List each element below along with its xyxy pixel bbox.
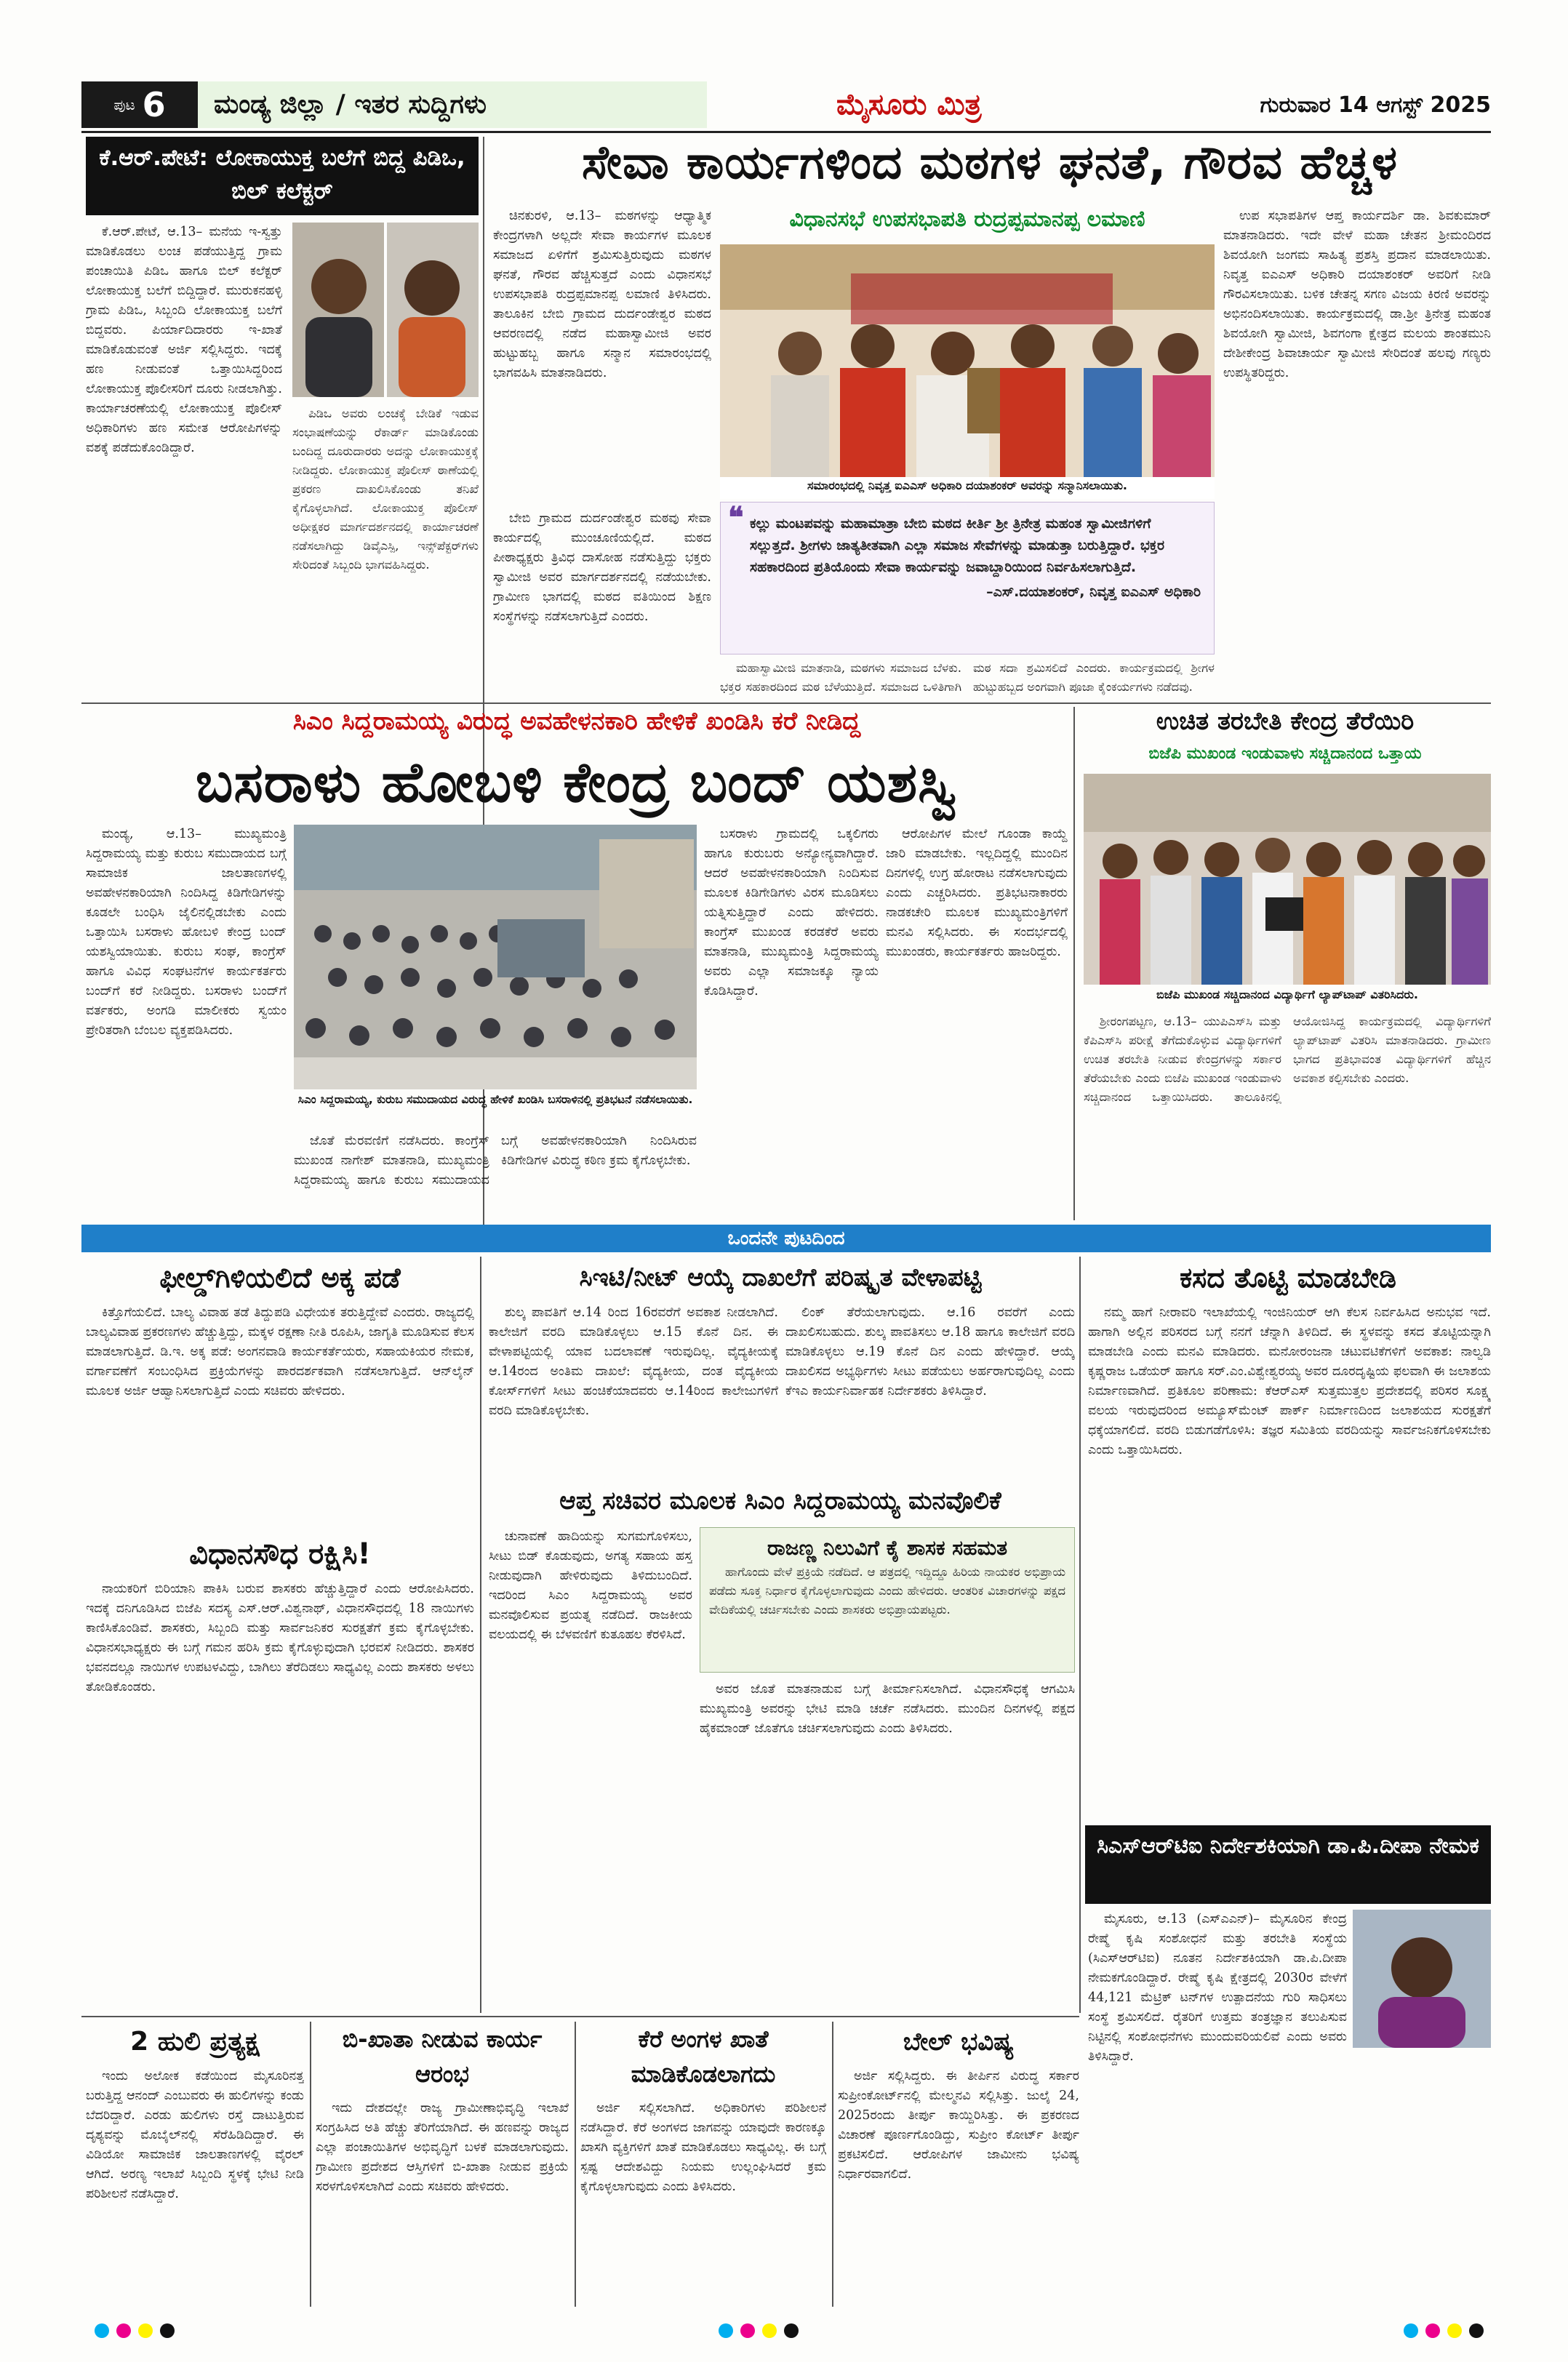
neet-col-1: ಶುಲ್ಕ ಪಾವತಿಗೆ ಆ.14 ರಿಂದ 16ರವರೆಗೆ ಅವಕಾಶ ನೀಡಲಾಗಿದೆ. ಕಾಲೇಜಿಗೆ ವರದಿ ಮಾಡಿಕೊಳ್ಳಲು ಆ.15 ಕೊನೆ ದಿನ. ಈ ವೇಳಾಪಟ್ಟಿಯಲ್ಲಿ ಯಾವ ಬದಲಾವಣೆ ಇರುವುದಿಲ್ಲ. ವೈದ್ಯಕೀಯಕ್ಕೆ ಆ.14ರಂದ ಅಂತಿಮ ದಾಖಲೆ: ವೈದ್ಯಕೀಯ, ದಂತ ವೈದ್ಯಕೀಯ ಕೋರ್ಸ್‌ಗಳಿಗೆ ಸೀಟು ಹಂಚಿಕೆಯಾದವರು ಆ.14ರಿಂದ ಕಾಲೇಜುಗಳಿಗೆ ವರದಿ ಮಾಡಿಕೊಳ್ಳಬೇಕು. [489, 1305, 778, 1418]
fieldgiri-headline: ಫೀಲ್ಡ್‌ಗಿಳಿಯಲಿದೆ ಅಕ್ಕ ಪಡೆ [159, 1262, 401, 1294]
bandh-photo-caption: ಸಿಎಂ ಸಿದ್ದರಾಮಯ್ಯ, ಕುರುಬ ಸಮುದಾಯದ ವಿರುದ್ಧ ಹೇಳಿಕೆ ಖಂಡಿಸಿ ಬಸರಾಳಿನಲ್ಲಿ ಪ್ರತಿಭಟನೆ ನಡೆಸಲಾಯಿತು. [297, 1093, 693, 1106]
bandh-red-headline: ಸಿಎಂ ಸಿದ್ದರಾಮಯ್ಯ ವಿರುದ್ಧ ಅವಹೇಳನಕಾರಿ ಹೇಳಿಕೆ ಖಂಡಿಸಿ ಕರೆ ನೀಡಿದ್ದ [292, 707, 861, 736]
csrti-headline: ಸಿಎಸ್‌ಆರ್‌ಟಿಐ ನಿರ್ದೇಶಕಿಯಾಗಿ ಡಾ.ಪಿ.ದೀಪಾ ನೇಮಕ [1085, 1825, 1491, 1904]
page-number: 6 [142, 85, 166, 124]
bail-body: ಅರ್ಜಿ ಸಲ್ಲಿಸಿದ್ದರು. ಈ ತೀರ್ಪಿನ ವಿರುದ್ಧ ಸರ್ಕಾರ ಸುಪ್ರೀಂಕೋರ್ಟ್‌ನಲ್ಲಿ ಮೇಲ್ಮನವಿ ಸಲ್ಲಿಸಿತ್ತು. ಜುಲೈ 24, 2025ರಂದು ತೀರ್ಪು ಕಾಯ್ದಿರಿಸಿತ್ತು. ಈ ಪ್ರಕರಣದ ವಿಚಾರಣೆ ಪೂರ್ಣಗೊಂಡಿದ್ದು, ಸುಪ್ರೀಂ ಕೋರ್ಟ್ ತೀರ್ಪು ಪ್ರಕಟಿಸಲಿದೆ. ಆರೋಪಿಗಳ ಜಾಮೀನು ಭವಿಷ್ಯ ನಿರ್ಧಾರವಾಗಲಿದೆ. [838, 2069, 1079, 2182]
seva-photo-caption: ಸಮಾರಂಭದಲ್ಲಿ ನಿವೃತ್ತ ಐಎಎಸ್ ಅಧಿಕಾರಿ ದಯಾಶಂಕರ್ ಅವರನ್ನು ಸನ್ಮಾನಿಸಲಾಯಿತು. [720, 477, 1215, 499]
column-divider [310, 2022, 311, 2307]
vidhanasoudha-body: ನಾಯಕರಿಗೆ ಬಿರಿಯಾನಿ ಪಾಕಿಸಿ ಬರುವ ಶಾಸಕರು ಹೆಚ್ಚುತ್ತಿದ್ದಾರೆ ಎಂದು ಆರೋಪಿಸಿದರು. ಇದಕ್ಕೆ ದನಿಗೂಡಿಸಿದ ಬಿಜೆಪಿ ಸದಸ್ಯ ಎಸ್.ಆರ್.ವಿಶ್ವನಾಥ್, ವಿಧಾನಸೌಧದಲ್ಲಿ 18 ನಾಯಿಗಳು ಕಾಣಿಸಿಕೊಂಡಿವೆ. ಶಾಸಕರು, ಸಿಬ್ಬಂದಿ ಮತ್ತು ಸಾರ್ವಜನಿಕರ ಸುರಕ್ಷತೆಗೆ ಕ್ರಮ ಕೈಗೊಳ್ಳಬೇಕು. ವಿಧಾನಸಭಾಧ್ಯಕ್ಷರು ಈ ಬಗ್ಗೆ ಗಮನ ಹರಿಸಿ ಕ್ರಮ ಕೈಗೊಳ್ಳುವುದಾಗಿ ಭರವಸೆ ನೀಡಿದರು. ಶಾಸಕರ ಭವನದಲ್ಲೂ ನಾಯಿಗಳ ಉಪಟಳವಿದ್ದು, ಬಾಗಿಲು ತೆರೆದಿಡಲು ಸಾಧ್ಯವಿಲ್ಲ ಎಂದು ಶಾಸಕರು ಅಳಲು ತೋಡಿಕೊಂಡರು. [86, 1582, 474, 1694]
tiger-body: ಇಂದು ಅಲೋಕ ಕಡೆಯಿಂದ ಮೈಸೂರಿನತ್ತ ಬರುತ್ತಿದ್ದ ಆನಂದ್ ಎಂಬುವರು ಈ ಹುಲಿಗಳನ್ನು ಕಂಡು ಬೆದರಿದ್ದಾರೆ. ಎರಡು ಹುಲಿಗಳು ರಸ್ತೆ ದಾಟುತ್ತಿರುವ ದೃಶ್ಯವನ್ನು ಮೊಬೈಲ್‌ನಲ್ಲಿ ಸೆರೆಹಿಡಿದಿದ್ದಾರೆ. ಈ ವಿಡಿಯೋ ಸಾಮಾಜಿಕ ಜಾಲತಾಣಗಳಲ್ಲಿ ವೈರಲ್ ಆಗಿದೆ. ಅರಣ್ಯ ಇಲಾಖೆ ಸಿಬ್ಬಂದಿ ಸ್ಥಳಕ್ಕೆ ಭೇಟಿ ನೀಡಿ ಪರಿಶೀಲನೆ ನಡೆಸಿದ್ದಾರೆ. [86, 2069, 304, 2201]
lokayukta-body-2: ಪಿಡಿಒ ಅವರು ಲಂಚಕ್ಕೆ ಬೇಡಿಕೆ ಇಡುವ ಸಂಭಾಷಣೆಯನ್ನು ರೆಕಾರ್ಡ್ ಮಾಡಿಕೊಂಡು ಬಂದಿದ್ದ ದೂರುದಾರರು ಅದನ್ನು ಲೋಕಾಯುಕ್ತಕ್ಕೆ ನೀಡಿದ್ದರು. ಲೋಕಾಯುಕ್ತ ಪೊಲೀಸ್ ಠಾಣೆಯಲ್ಲಿ ಪ್ರಕರಣ ದಾಖಲಿಸಿಕೊಂಡು ತನಿಖೆ ಕೈಗೊಳ್ಳಲಾಗಿದೆ. ಲೋಕಾಯುಕ್ತ ಪೊಲೀಸ್ ಅಧೀಕ್ಷಕರ ಮಾರ್ಗದರ್ಶನದಲ್ಲಿ ಕಾರ್ಯಾಚರಣೆ ನಡೆಸಲಾಗಿದ್ದು ಡಿವೈಎಸ್ಪಿ, ಇನ್ಸ್‌ಪೆಕ್ಟರ್‌ಗಳು ಸೇರಿದಂತೆ ಸಿಬ್ಬಂದಿ ಭಾಗವಹಿಸಿದ್ದರು. [292, 407, 479, 572]
lokayukta-photo [292, 223, 479, 397]
training-headline: ಉಚಿತ ತರಬೇತಿ ಕೇಂದ್ರ ತೆರೆಯಿರಿ [1156, 707, 1415, 736]
aaptha-col-1: ಚುನಾವಣೆ ಹಾದಿಯನ್ನು ಸುಗಮಗೊಳಿಸಲು, ಸೀಟು ಬಿಡ್ ಕೊಡುವುದು, ಅಗತ್ಯ ಸಹಾಯ ಹಸ್ತ ನೀಡುವುದಾಗಿ ಹೇಳಿರುವುದು ತಿಳಿದುಬಂದಿದೆ. ಇದರಿಂದ ಸಿಎಂ ಸಿದ್ದರಾಮಯ್ಯ ಅವರ ಮನವೊಲಿಸುವ ಪ್ರಯತ್ನ ನಡೆದಿದೆ. ರಾಜಕೀಯ ವಲಯದಲ್ಲಿ ಈ ಬೆಳವಣಿಗೆ ಕುತೂಹಲ ಕೆರಳಿಸಿದೆ. [489, 1529, 692, 1642]
training-body: ಶ್ರೀರಂಗಪಟ್ಟಣ, ಆ.13– ಯುಪಿಎಸ್‌ಸಿ ಮತ್ತು ಕೆಪಿಎಸ್‌ಸಿ ಪರೀಕ್ಷೆ ತೆಗೆದುಕೊಳ್ಳುವ ವಿದ್ಯಾರ್ಥಿಗಳಿಗೆ ಉಚಿತ ತರಬೇತಿ ನೀಡುವ ಕೇಂದ್ರಗಳನ್ನು ಸರ್ಕಾರ ತೆರೆಯಬೇಕು ಎಂದು ಬಿಜೆಪಿ ಮುಖಂಡ ಇಂಡುವಾಳು ಸಚ್ಚಿದಾನಂದ ಒತ್ತಾಯಿಸಿದರು. ತಾಲೂಕಿನಲ್ಲಿ ಆಯೋಜಿಸಿದ್ದ ಕಾರ್ಯಕ್ರಮದಲ್ಲಿ ವಿದ್ಯಾರ್ಥಿಗಳಿಗೆ ಲ್ಯಾಪ್‌ಟಾಪ್ ವಿತರಿಸಿ ಮಾತನಾಡಿದರು. ಗ್ರಾಮೀಣ ಭಾಗದ ಪ್ರತಿಭಾವಂತ ವಿದ್ಯಾರ್ಥಿಗಳಿಗೆ ಹೆಚ್ಚಿನ ಅವಕಾಶ ಕಲ್ಪಿಸಬೇಕು ಎಂದರು. [1084, 1014, 1491, 1104]
kasada-headline: ಕಸದ ತೊಟ್ಟಿ ಮಾಡಬೇಡಿ [1180, 1262, 1396, 1294]
seva-quote-box [720, 502, 1215, 654]
bandh-col-4: ಆರೋಪಿಗಳ ಮೇಲೆ ಗೂಂಡಾ ಕಾಯ್ದೆ ಜಾರಿ ಮಾಡಬೇಕು. ಇಲ್ಲದಿದ್ದಲ್ಲಿ ಮುಂದಿನ ದಿನಗಳಲ್ಲಿ ಉಗ್ರ ಹೋರಾಟ ನಡೆಸಲಾಗುವುದು ಎಂದು ಎಚ್ಚರಿಸಿದರು. ಪ್ರತಿಭಟನಾಕಾರರು ನಾಡಕಚೇರಿ ಮೂಲಕ ಮುಖ್ಯಮಂತ್ರಿಗಳಿಗೆ ಮನವಿ ಸಲ್ಲಿಸಿದರು. ಈ ಸಂದರ್ಭದಲ್ಲಿ ಮುಖಂಡರು, ಕಾರ್ಯಕರ್ತರು ಹಾಜರಿದ್ದರು. [886, 827, 1068, 959]
neet-headline: ಸಿಇಟಿ/ನೀಟ್ ಆಯ್ಕೆ ದಾಖಲೆಗೆ ಪರಿಷ್ಕೃತ ವೇಳಾಪಟ್ಟಿ [579, 1263, 982, 1292]
header-rule [81, 131, 1491, 133]
masthead: ಮೈಸೂರು ಮಿತ್ರ [836, 88, 982, 121]
registration-marks-left [95, 2323, 175, 2338]
section-divider [81, 2016, 1079, 2017]
lake-headline: ಕೆರೆ ಅಂಗಳ ಖಾತೆ ಮಾಡಿಕೊಡಲಾಗದು [631, 2025, 776, 2088]
aaptha-box [700, 1527, 1075, 1673]
seva-col-2: ಬೇಬಿ ಗ್ರಾಮದ ದುರ್ದಂಡೇಶ್ವರ ಮಠವು ಸೇವಾ ಕಾರ್ಯದಲ್ಲಿ ಮುಂಚೂಣಿಯಲ್ಲಿದೆ. ಮಠದ ಪೀಠಾಧ್ಯಕ್ಷರು ತ್ರಿವಿಧ ದಾಸೋಹ ನಡೆಸುತ್ತಿದ್ದು ಭಕ್ತರು ಸ್ವಾಮೀಜಿ ಅವರ ಮಾರ್ಗದರ್ಶನದಲ್ಲಿ ನಡೆಯಬೇಕು. ಗ್ರಾಮೀಣ ಭಾಗದಲ್ಲಿ ಮಠದ ವತಿಯಿಂದ ಶಿಕ್ಷಣ ಸಂಸ್ಥೆಗಳನ್ನು ನಡೆಸಲಾಗುತ್ತಿದೆ ಎಂದರು. [493, 511, 711, 624]
seva-quote-attribution: –ಎಸ್.ದಯಾಶಂಕರ್, ನಿವೃತ್ತ ಐಎಎಸ್ ಅಧಿಕಾರಿ [986, 584, 1201, 600]
bkhata-headline: ಬಿ-ಖಾತಾ ನೀಡುವ ಕಾರ್ಯ ಆರಂಭ [342, 2025, 543, 2088]
seva-quote: ಕಲ್ಲು ಮಂಟಪವನ್ನು ಮಹಾಮಾತ್ರಾ ಬೇಬಿ ಮಠದ ಕೀರ್ತಿ ಶ್ರೀ ತ್ರಿನೇತ್ರ ಮಹಂತ ಸ್ವಾಮೀಜಿಗಳಿಗೆ ಸಲ್ಲುತ್ತದೆ. ಶ್ರೀಗಳು ಜಾತ್ಯತೀತವಾಗಿ ಎಲ್ಲಾ ಸಮಾಜ ಸೇವೆಗಳನ್ನು ಮಾಡುತ್ತಾ ಬರುತ್ತಿದ್ದಾರೆ. ಭಕ್ತರ ಸಹಕಾರದಿಂದ ಪ್ರತಿಯೊಂದು ಸೇವಾ ಕಾರ್ಯವನ್ನು ಜವಾಬ್ದಾರಿಯಿಂದ ನಿರ್ವಹಿಸಲಾಗುತ್ತಿದೆ. [750, 516, 1165, 575]
csrti-body: ಮೈಸೂರು, ಆ.13 (ಎಸ್‌ಎಎನ್)– ಮೈಸೂರಿನ ಕೇಂದ್ರ ರೇಷ್ಮೆ ಕೃಷಿ ಸಂಶೋಧನೆ ಮತ್ತು ತರಬೇತಿ ಸಂಸ್ಥೆಯ (ಸಿಎಸ್‌ಆರ್‌ಟಿಐ) ನೂತನ ನಿರ್ದೇಶಕಿಯಾಗಿ ಡಾ.ಪಿ.ದೀಪಾ ನೇಮಕಗೊಂಡಿದ್ದಾರೆ. ರೇಷ್ಮೆ ಕೃಷಿ ಕ್ಷೇತ್ರದಲ್ಲಿ 2030ರ ವೇಳೆಗೆ 44,121 ಮೆಟ್ರಿಕ್ ಟನ್‌ಗಳ ಉತ್ಪಾದನೆಯ ಗುರಿ ಸಾಧಿಸಲು ಸಂಸ್ಥೆ ಶ್ರಮಿಸಲಿದೆ. ರೈತರಿಗೆ ಉತ್ತಮ ತಂತ್ರಜ್ಞಾನ ತಲುಪಿಸುವ ನಿಟ್ಟಿನಲ್ಲಿ ಸಂಶೋಧನೆಗಳು ಮುಂದುವರಿಯಲಿವೆ ಎಂದು ಅವರು ತಿಳಿಸಿದ್ದಾರೆ. [1088, 1912, 1347, 2064]
seva-headline: ಸೇವಾ ಕಾರ್ಯಗಳಿಂದ ಮಠಗಳ ಘನತೆ, ಗೌರವ ಹೆಚ್ಚಳ [582, 136, 1398, 190]
training-photo [1084, 774, 1491, 985]
bail-headline: ಬೇಲ್ ಭವಿಷ್ಯ [903, 2027, 1015, 2057]
vidhanasoudha-headline: ವಿಧಾನಸೌಧ ರಕ್ಷಿಸಿ! [189, 1537, 371, 1571]
section-title: ಮಂಡ್ಯ ಜಿಲ್ಲಾ / ಇತರ ಸುದ್ದಿಗಳು [198, 81, 707, 128]
lokayukta-headline: ಕೆ.ಆರ್.ಪೇಟೆ: ಲೋಕಾಯುಕ್ತ ಬಲೆಗೆ ಬಿದ್ದ ಪಿಡಿಒ, ಬಿಲ್ ಕಲೆಕ್ಟರ್ [86, 137, 479, 215]
seva-subhead: ವಿಧಾನಸಭೆ ಉಪಸಭಾಪತಿ ರುದ್ರಪ್ಪಮಾನಪ್ಪ ಲಮಾಣಿ [789, 207, 1145, 232]
seva-col-3: ಮಹಾಸ್ವಾಮೀಜಿ ಮಾತನಾಡಿ, ಮಠಗಳು ಸಮಾಜದ ಬೆಳಕು. ಭಕ್ತರ ಸಹಕಾರದಿಂದ ಮಠ ಬೆಳೆಯುತ್ತಿದೆ. ಸಮಾಜದ ಒಳಿತಿಗಾಗಿ ಮಠ ಸದಾ ಶ್ರಮಿಸಲಿದೆ ಎಂದರು. ಕಾರ್ಯಕ್ರಮದಲ್ಲಿ ಶ್ರೀಗಳ ಹುಟ್ಟುಹಬ್ಬದ ಅಂಗವಾಗಿ ಪೂಜಾ ಕೈಂಕರ್ಯಗಳು ನಡೆದವು. [720, 661, 1215, 694]
aaptha-box-headline: ರಾಜಣ್ಣ ನಿಲುವಿಗೆ ಕೈ ಶಾಸಕ ಸಹಮತ [767, 1536, 1008, 1560]
neet-col-2: ಲಿಂಕ್ ತೆರೆಯಲಾಗುವುದು. ಆ.16 ರವರೆಗೆ ಎಂದು ದಾಖಲಿಸಬಹುದು. ಶುಲ್ಕ ಪಾವತಿಸಲು ಆ.18 ಹಾಗೂ ಕಾಲೇಜಿಗೆ ವರದಿ ಮಾಡಿಕೊಳ್ಳಲು ಆ.19 ಕೊನೆ ದಿನ ಎಂದು ಹೇಳಿದ್ದಾರೆ. ಆಯ್ಕೆ ದಾಖಲಿಸದ ಅಭ್ಯರ್ಥಿಗಳು ಸೀಟು ಪಡೆಯಲು ಅರ್ಹರಾಗುವುದಿಲ್ಲ ಎಂದು ಕೆಇಎ ಕಾರ್ಯನಿರ್ವಾಹಕ ನಿರ್ದೇಶಕರು ತಿಳಿಸಿದ್ದಾರೆ. [785, 1305, 1075, 1398]
column-divider [1079, 1257, 1081, 2013]
page-label: ಪುಟ [113, 96, 135, 113]
lokayukta-body: ಕೆ.ಆರ್.ಪೇಟೆ, ಆ.13– ಮನೆಯ ಇ-ಸ್ವತ್ತು ಮಾಡಿಕೊಡಲು ಲಂಚ ಪಡೆಯುತ್ತಿದ್ದ ಗ್ರಾಮ ಪಂಚಾಯಿತಿ ಪಿಡಿಒ ಹಾಗೂ ಬಿಲ್ ಕಲೆಕ್ಟರ್ ಲೋಕಾಯುಕ್ತ ಬಲೆಗೆ ಬಿದ್ದಿದ್ದಾರೆ. ಮುರುಕನಹಳ್ಳಿ ಗ್ರಾಮ ಪಿಡಿಒ, ಸಿಬ್ಬಂದಿ ಲೋಕಾಯುಕ್ತ ಬಲೆಗೆ ಬಿದ್ದವರು. ಪಿರ್ಯಾದಿದಾರರು ಇ-ಖಾತೆ ಮಾಡಿಕೊಡುವಂತೆ ಅರ್ಜಿ ಸಲ್ಲಿಸಿದ್ದರು. ಇದಕ್ಕೆ ಹಣ ನೀಡುವಂತೆ ಒತ್ತಾಯಿಸಿದ್ದರಿಂದ ಲೋಕಾಯುಕ್ತ ಪೊಲೀಸರಿಗೆ ದೂರು ನೀಡಲಾಗಿತ್ತು. ಕಾರ್ಯಾಚರಣೆಯಲ್ಲಿ ಲೋಕಾಯುಕ್ತ ಪೊಲೀಸ್ ಅಧಿಕಾರಿಗಳು ಹಣ ಸಮೇತ ಆರೋಪಿಗಳನ್ನು ವಶಕ್ಕೆ ಪಡೆದುಕೊಂಡಿದ್ದಾರೆ. [86, 225, 282, 455]
bandh-headline: ಬಸರಾಳು ಹೋಬಳಿ ಕೇಂದ್ರ ಬಂದ್ ಯಶಸ್ವಿ [195, 750, 959, 814]
bkhata-body: ಇದು ದೇಶದಲ್ಲೇ ರಾಜ್ಯ ಗ್ರಾಮೀಣಾಭಿವೃದ್ಧಿ ಇಲಾಖೆ ಸಂಗ್ರಹಿಸಿದ ಅತಿ ಹೆಚ್ಚು ತೆರಿಗೆಯಾಗಿದೆ. ಈ ಹಣವನ್ನು ರಾಜ್ಯದ ಎಲ್ಲಾ ಪಂಚಾಯಿತಿಗಳ ಅಭಿವೃದ್ಧಿಗೆ ಬಳಕೆ ಮಾಡಲಾಗುವುದು. ಗ್ರಾಮೀಣ ಪ್ರದೇಶದ ಆಸ್ತಿಗಳಿಗೆ ಬಿ-ಖಾತಾ ನೀಡುವ ಪ್ರಕ್ರಿಯೆ ಸರಳಗೊಳಿಸಲಾಗಿದೆ ಎಂದು ಸಚಿವರು ಹೇಳಿದರು. [316, 2101, 569, 2194]
bandh-photo [294, 825, 697, 1089]
bandh-col-2: ಜೊತೆ ಮೆರವಣಿಗೆ ನಡೆಸಿದರು. ಕಾಂಗ್ರೆಸ್ ಮುಖಂಡ ನಾಗೇಶ್ ಮಾತನಾಡಿ, ಮುಖ್ಯಮಂತ್ರಿ ಸಿದ್ದರಾಮಯ್ಯ ಹಾಗೂ ಕುರುಬ ಸಮುದಾಯದ ಬಗ್ಗೆ ಅವಹೇಳನಕಾರಿಯಾಗಿ ನಿಂದಿಸಿರುವ ಕಿಡಿಗೇಡಿಗಳ ವಿರುದ್ಧ ಕಠಿಣ ಕ್ರಮ ಕೈಗೊಳ್ಳಬೇಕು. [294, 1134, 697, 1188]
training-photo-caption: ಬಿಜೆಪಿ ಮುಖಂಡ ಸಚ್ಚಿದಾನಂದ ವಿದ್ಯಾರ್ಥಿಗೆ ಲ್ಯಾಪ್‌ಟಾಪ್ ವಿತರಿಸಿದರು. [1156, 988, 1418, 1001]
column-divider [480, 1257, 481, 2013]
page-number-box [81, 81, 198, 128]
tiger-headline: 2 ಹುಲಿ ಪ್ರತ್ಯಕ್ಷ [130, 2027, 260, 2057]
continued-banner: ಒಂದನೇ ಪುಟದಿಂದ [81, 1225, 1491, 1252]
bandh-col-1: ಮಂಡ್ಯ, ಆ.13– ಮುಖ್ಯಮಂತ್ರಿ ಸಿದ್ದರಾಮಯ್ಯ ಮತ್ತು ಕುರುಬ ಸಮುದಾಯದ ಬಗ್ಗೆ ಸಾಮಾಜಿಕ ಜಾಲತಾಣಗಳಲ್ಲಿ ಅವಹೇಳನಕಾರಿಯಾಗಿ ನಿಂದಿಸಿದ್ದ ಕಿಡಿಗೇಡಿಗಳನ್ನು ಕೂಡಲೇ ಬಂಧಿಸಿ ಜೈಲಿನಲ್ಲಿಡಬೇಕು ಎಂದು ಒತ್ತಾಯಿಸಿ ಬಸರಾಳು ಹೋಬಳಿ ಕೇಂದ್ರ ಬಂದ್ ಯಶಸ್ವಿಯಾಯಿತು. ಕುರುಬ ಸಂಘ, ಕಾಂಗ್ರೆಸ್ ಹಾಗೂ ವಿವಿಧ ಸಂಘಟನೆಗಳ ಕಾರ್ಯಕರ್ತರು ಬಂದ್‌ಗೆ ಕರೆ ನೀಡಿದ್ದರು. ಬಸರಾಳು ಬಂದ್‌ಗೆ ವರ್ತಕರು, ಅಂಗಡಿ ಮಾಲೀಕರು ಸ್ವಯಂ ಪ್ರೇರಿತರಾಗಿ ಬೆಂಬಲ ವ್ಯಕ್ತಪಡಿಸಿದರು. [86, 827, 287, 1038]
kasada-body: ನಮ್ಮ ಹಾಗೆ ನೀರಾವರಿ ಇಲಾಖೆಯಲ್ಲಿ ಇಂಜಿನಿಯರ್ ಆಗಿ ಕೆಲಸ ನಿರ್ವಹಿಸಿದ ಅನುಭವ ಇದೆ. ಹಾಗಾಗಿ ಅಲ್ಲಿನ ಪರಿಸರದ ಬಗ್ಗೆ ನನಗೆ ಚೆನ್ನಾಗಿ ತಿಳಿದಿದೆ. ಈ ಸ್ಥಳವನ್ನು ಕಸದ ತೊಟ್ಟಿಯನ್ನಾಗಿ ಮಾಡಬೇಡಿ ಎಂದು ಮನವಿ ಮಾಡಿದರು. ಮನೋರಂಜನಾ ಚಟುವಟಿಕೆಗಳಿಗೆ ಅವಕಾಶ: ನಾಲ್ವಡಿ ಕೃಷ್ಣರಾಜ ಒಡೆಯರ್ ಹಾಗೂ ಸರ್.ಎಂ.ವಿಶ್ವೇಶ್ವರಯ್ಯ ಅವರ ದೂರದೃಷ್ಟಿಯ ಫಲವಾಗಿ ಈ ಜಲಾಶಯ ನಿರ್ಮಾಣವಾಗಿದೆ. ಪ್ರತಿಕೂಲ ಪರಿಣಾಮ: ಕೆಆರ್‌ಎಸ್ ಸುತ್ತಮುತ್ತಲ ಪ್ರದೇಶದಲ್ಲಿ ಪರಿಸರ ಸೂಕ್ಷ್ಮ ವಲಯ ಇರುವುದರಿಂದ ಅಮ್ಯೂಸ್‌ಮೆಂಟ್ ಪಾರ್ಕ್ ನಿರ್ಮಾಣದಿಂದ ಜಲಾಶಯದ ಸುರಕ್ಷತೆಗೆ ಧಕ್ಕೆಯಾಗಲಿದೆ. ವರದಿ ಬಿಡುಗಡೆಗೊಳಿಸಿ: ತಜ್ಞರ ಸಮಿತಿಯ ವರದಿಯನ್ನು ಸಾರ್ವಜನಿಕಗೊಳಿಸಬೇಕು ಎಂದು ಒತ್ತಾಯಿಸಿದರು. [1088, 1305, 1491, 1457]
column-divider [832, 2022, 833, 2307]
registration-marks-right [1404, 2323, 1484, 2338]
column-divider [1073, 707, 1075, 1220]
training-subhead: ಬಿಜೆಪಿ ಮುಖಂಡ ಇಂಡುವಾಳು ಸಚ್ಚಿದಾನಂದ ಒತ್ತಾಯ [1148, 745, 1422, 763]
seva-photo [720, 244, 1215, 477]
column-divider [575, 2022, 576, 2307]
seva-col-1: ಚಿನಕುರಳಿ, ಆ.13– ಮಠಗಳನ್ನು ಆಧ್ಯಾತ್ಮಿಕ ಕೇಂದ್ರಗಳಾಗಿ ಅಲ್ಲದೇ ಸೇವಾ ಕಾರ್ಯಗಳ ಮೂಲಕ ಸಮಾಜದ ಏಳಿಗೆಗೆ ಶ್ರಮಿಸುತ್ತಿರುವುದು ಮಠಗಳ ಘನತೆ, ಗೌರವ ಹೆಚ್ಚಿಸುತ್ತದೆ ಎಂದು ವಿಧಾನಸಭೆ ಉಪಸಭಾಪತಿ ರುದ್ರಪ್ಪಮಾನಪ್ಪ ಲಮಾಣಿ ತಿಳಿಸಿದರು. ತಾಲೂಕಿನ ಬೇಬಿ ಗ್ರಾಮದ ದುರ್ದಂಡೇಶ್ವರ ಮಠದ ಆವರಣದಲ್ಲಿ ನಡೆದ ಮಹಾಸ್ವಾಮೀಜಿ ಅವರ ಹುಟ್ಟುಹಬ್ಬ ಹಾಗೂ ಸನ್ಮಾನ ಸಮಾರಂಭದಲ್ಲಿ ಭಾಗವಹಿಸಿ ಮಾತನಾಡಿದರು. [493, 209, 711, 380]
issue-date: ಗುರುವಾರ 14 ಆಗಸ್ಟ್ 2025 [1260, 92, 1491, 118]
fieldgiri-body: ಕಿತ್ತೊಗೆಯಲಿದೆ. ಬಾಲ್ಯ ವಿವಾಹ ತಡೆ ತಿದ್ದುಪಡಿ ವಿಧೇಯಕ ತರುತ್ತಿದ್ದೇವೆ ಎಂದರು. ರಾಜ್ಯದಲ್ಲಿ ಬಾಲ್ಯವಿವಾಹ ಪ್ರಕರಣಗಳು ಹೆಚ್ಚುತ್ತಿದ್ದು, ಮಕ್ಕಳ ರಕ್ಷಣಾ ನೀತಿ ರೂಪಿಸಿ, ಜಾಗೃತಿ ಮೂಡಿಸುವ ಕೆಲಸ ಮಾಡಲಾಗುತ್ತಿದೆ. ಡಿ.ಇ. ಅಕ್ಕ ಪಡೆ: ಅಂಗನವಾಡಿ ಕಾರ್ಯಕರ್ತೆಯರು, ಸಹಾಯಕಿಯರ ನೇಮಕ, ವರ್ಗಾವಣೆಗೆ ಸಂಬಂಧಿಸಿದ ಪ್ರಕ್ರಿಯೆಗಳನ್ನು ಪಾರದರ್ಶಕವಾಗಿ ನಡೆಸಲಾಗುತ್ತಿದೆ. ಆನ್‌ಲೈನ್ ಮೂಲಕ ಅರ್ಜಿ ಆಹ್ವಾನಿಸಲಾಗುತ್ತಿದೆ ಎಂದು ಸಚಿವರು ಹೇಳಿದರು. [86, 1305, 474, 1398]
quote-icon: ❝ [728, 502, 744, 535]
registration-marks-center [719, 2323, 799, 2338]
section-divider [81, 702, 1491, 704]
aaptha-headline: ಆಪ್ತ ಸಚಿವರ ಮೂಲಕ ಸಿಎಂ ಸಿದ್ದರಾಮಯ್ಯ ಮನವೊಲಿಕೆ [559, 1486, 1001, 1516]
aaptha-col-2: ಅವರ ಜೊತೆ ಮಾತನಾಡುವ ಬಗ್ಗೆ ತೀರ್ಮಾನಿಸಲಾಗಿದೆ. ವಿಧಾನಸೌಧಕ್ಕೆ ಆಗಮಿಸಿ ಮುಖ್ಯಮಂತ್ರಿ ಅವರನ್ನು ಭೇಟಿ ಮಾಡಿ ಚರ್ಚೆ ನಡೆಸಿದರು. ಮುಂದಿನ ದಿನಗಳಲ್ಲಿ ಪಕ್ಷದ ಹೈಕಮಾಂಡ್ ಜೊತೆಗೂ ಚರ್ಚಿಸಲಾಗುವುದು ಎಂದು ತಿಳಿಸಿದರು. [700, 1682, 1075, 1736]
lake-body: ಅರ್ಜಿ ಸಲ್ಲಿಸಲಾಗಿದೆ. ಅಧಿಕಾರಿಗಳು ಪರಿಶೀಲನೆ ನಡೆಸಿದ್ದಾರೆ. ಕೆರೆ ಅಂಗಳದ ಜಾಗವನ್ನು ಯಾವುದೇ ಕಾರಣಕ್ಕೂ ಖಾಸಗಿ ವ್ಯಕ್ತಿಗಳಿಗೆ ಖಾತೆ ಮಾಡಿಕೊಡಲು ಸಾಧ್ಯವಿಲ್ಲ. ಈ ಬಗ್ಗೆ ಸ್ಪಷ್ಟ ಆದೇಶವಿದ್ದು ನಿಯಮ ಉಲ್ಲಂಘಿಸಿದರೆ ಕ್ರಮ ಕೈಗೊಳ್ಳಲಾಗುವುದು ಎಂದು ತಿಳಿಸಿದರು. [580, 2101, 826, 2194]
csrti-photo [1353, 1910, 1491, 2048]
seva-col-4: ಉಪ ಸಭಾಪತಿಗಳ ಆಪ್ತ ಕಾರ್ಯದರ್ಶಿ ಡಾ. ಶಿವಕುಮಾರ್ ಮಾತನಾಡಿದರು. ಇದೇ ವೇಳೆ ಮಹಾ ಚೇತನ ಶ್ರೀಮಂದಿರದ ಶಿವಯೋಗಿ ಜಂಗಮ ಸಾಹಿತ್ಯ ಪ್ರಶಸ್ತಿ ಪ್ರದಾನ ಮಾಡಲಾಯಿತು. ನಿವೃತ್ತ ಐಎಎಸ್ ಅಧಿಕಾರಿ ದಯಾಶಂಕರ್ ಅವರಿಗೆ ನೀಡಿ ಗೌರವಿಸಲಾಯಿತು. ಬಳಿಕ ಚೇತನ್ನ ಸಗಣ ವಿಜಯ ಕಿರಣಿ ಅವರನ್ನು ಅಭಿನಂದಿಸಲಾಯಿತು. ಕಾರ್ಯಕ್ರಮದಲ್ಲಿ ಡಾ.ಶ್ರೀ ತ್ರಿನೇತ್ರ ಮಹಂತ ಶಿವಯೋಗಿ ಸ್ವಾಮೀಜಿ, ಶಿವಗಂಗಾ ಕ್ಷೇತ್ರದ ಮಲಯ ಶಾಂತಮುನಿ ದೇಶೀಕೇಂದ್ರ ಶಿವಾಚಾರ್ಯ ಸ್ವಾಮೀಜಿ ಸೇರಿದಂತೆ ಹಲವು ಗಣ್ಯರು ಉಪಸ್ಥಿತರಿದ್ದರು. [1223, 209, 1491, 380]
aaptha-box-body: ಹಾಗೊಂದು ವೇಳೆ ಪ್ರಕ್ರಿಯೆ ನಡೆದಿದೆ. ಆ ಪತ್ರದಲ್ಲಿ ಇದ್ದಿದ್ದೂ ಹಿರಿಯ ನಾಯಕರ ಅಭಿಪ್ರಾಯ ಪಡೆದು ಸೂಕ್ತ ನಿರ್ಧಾರ ಕೈಗೊಳ್ಳಲಾಗುವುದು ಎಂದು ಹೇಳಿದರು. ಆಂತರಿಕ ವಿಚಾರಗಳನ್ನು ಪಕ್ಷದ ವೇದಿಕೆಯಲ್ಲಿ ಚರ್ಚಿಸಬೇಕು ಎಂದು ಶಾಸಕರು ಅಭಿಪ್ರಾಯಪಟ್ಟರು. [709, 1565, 1065, 1617]
bandh-col-3: ಬಸರಾಳು ಗ್ರಾಮದಲ್ಲಿ ಒಕ್ಕಲಿಗರು ಹಾಗೂ ಕುರುಬರು ಅನ್ಯೋನ್ಯವಾಗಿದ್ದಾರೆ. ಆದರೆ ಅವಹೇಳನಕಾರಿಯಾಗಿ ನಿಂದಿಸುವ ಮೂಲಕ ಕಿಡಿಗೇಡಿಗಳು ವಿರಸ ಮೂಡಿಸಲು ಯತ್ನಿಸುತ್ತಿದ್ದಾರೆ ಎಂದು ಹೇಳಿದರು. ಕಾಂಗ್ರೆಸ್ ಮುಖಂಡ ಕರಡಕೆರೆ ಅವರು ಮಾತನಾಡಿ, ಮುಖ್ಯಮಂತ್ರಿ ಸಿದ್ದರಾಮಯ್ಯ ಅವರು ಎಲ್ಲಾ ಸಮಾಜಕ್ಕೂ ನ್ಯಾಯ ಕೊಡಿಸಿದ್ದಾರೆ. [704, 827, 879, 998]
